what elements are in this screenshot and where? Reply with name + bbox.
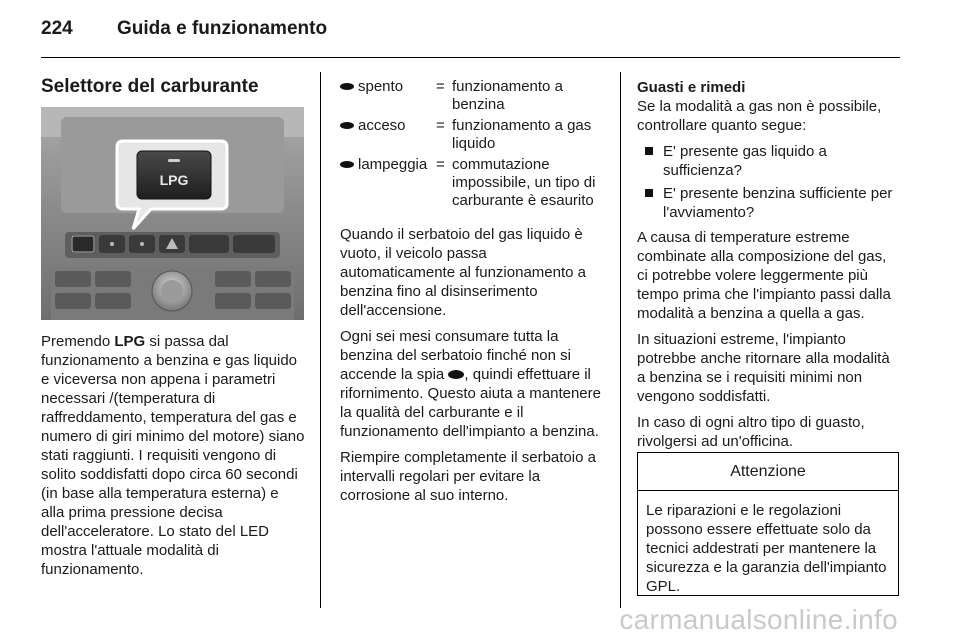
led-indicator-icon [340, 161, 354, 168]
list-item: E' presente gas liquido a sufficienza? [637, 142, 901, 180]
column-divider-left [320, 72, 321, 608]
equals-sign: = [436, 156, 445, 173]
led-meaning: commutazione impossibile, un tipo di carburante è esaurito [452, 156, 596, 209]
list-item: E' presente benzina sufficiente per l'avviamento? [637, 184, 901, 222]
warning-title: Attenzione [638, 453, 898, 491]
led-indicator-icon [340, 83, 354, 90]
warning-box [637, 452, 899, 596]
lpg-keyword: LPG [114, 333, 146, 350]
paragraph: In caso di ogni altro tipo di guasto, rivolgersi ad un'officina. [637, 414, 865, 450]
led-meaning: funzionamento a benzina [452, 78, 563, 113]
paragraph [340, 327, 605, 441]
paragraph: In situazioni estreme, l'impianto potrebbe anche ritornare alla modalità a benzina se i requisiti minimi non vengono soddisfatti. [637, 331, 890, 405]
equals-sign: = [436, 117, 445, 134]
column-3 [637, 78, 901, 458]
led-indicator-icon [340, 122, 354, 129]
paragraph: Se la modalità a gas non è possibile, controllare quanto segue: [637, 98, 882, 134]
column-1 [41, 332, 305, 586]
fuel-warning-light-icon [448, 370, 464, 379]
text-fragment: Premendo [41, 333, 115, 350]
table-row [340, 117, 605, 156]
paragraph: Quando il serbatoio del gas liquido è vuoto, il veicolo passa automaticamente al funzionamento a benzina fino al disinserimento dell'accensione. [340, 226, 586, 319]
dashboard-lpg-button-photo [41, 107, 304, 320]
watermark: carmanualsonline.info [619, 604, 898, 635]
lpg-button-label: LPG [159, 172, 189, 188]
column-2 [340, 78, 605, 512]
equals-sign: = [436, 78, 445, 95]
page-number: 224 [41, 18, 73, 39]
text-fragment: si passa dal funzionamento a benzina e gas liquido e viceversa non appena i parametri necessari /(temperatura di raffreddamento, temperatura del gas e numero di giri minimo del motore) siano stati raggiunti. I requisiti vengono di solito soddisfatti dopo circa 60 secondi (in base alla temperatura esterna) e alla prima pressione decisa dell'acceleratore. Lo stato del LED mostra l'attuale modalità di funzionamento. [41, 333, 305, 578]
header-rule [41, 57, 900, 58]
troubleshooting-subtitle: Guasti e rimedi [637, 79, 746, 96]
paragraph: A causa di temperature estreme combinate alla composizione del gas, ci potrebbe volere leggermente più tempo prima che l'impianto passi dalla modalità a benzina a quella a gas. [637, 229, 891, 322]
column-divider-right [620, 72, 621, 608]
chapter-title: Guida e funzionamento [117, 18, 328, 39]
checklist [637, 142, 901, 222]
table-row [340, 78, 605, 117]
led-status-table [340, 78, 605, 213]
led-state: lampeggia [358, 156, 428, 173]
warning-body: Le riparazioni e le regolazioni possono essere effettuate solo da tecnici addestrati per mantenere la sicurezza e la garanzia dell'impianto GPL. [646, 502, 887, 595]
text-fragment: , quindi effettuare il rifornimento. Questo aiuta a mantenere la qualità del carburante e il funzionamento dell'impianto a benzina. [340, 366, 601, 440]
led-meaning: funzionamento a gas liquido [452, 117, 592, 152]
section-title: Selettore del carburante [41, 76, 259, 97]
page-header [41, 18, 327, 40]
lpg-description-paragraph [41, 332, 305, 579]
text-fragment: Ogni sei mesi consumare tutta la benzina del serbatoio finché non si accende la spia [340, 328, 571, 383]
table-row [340, 156, 605, 213]
led-state: acceso [358, 117, 406, 134]
led-state: spento [358, 78, 404, 95]
paragraph: Riempire completamente il serbatoio a intervalli regolari per evitare la corrosione al suo interno. [340, 449, 596, 504]
